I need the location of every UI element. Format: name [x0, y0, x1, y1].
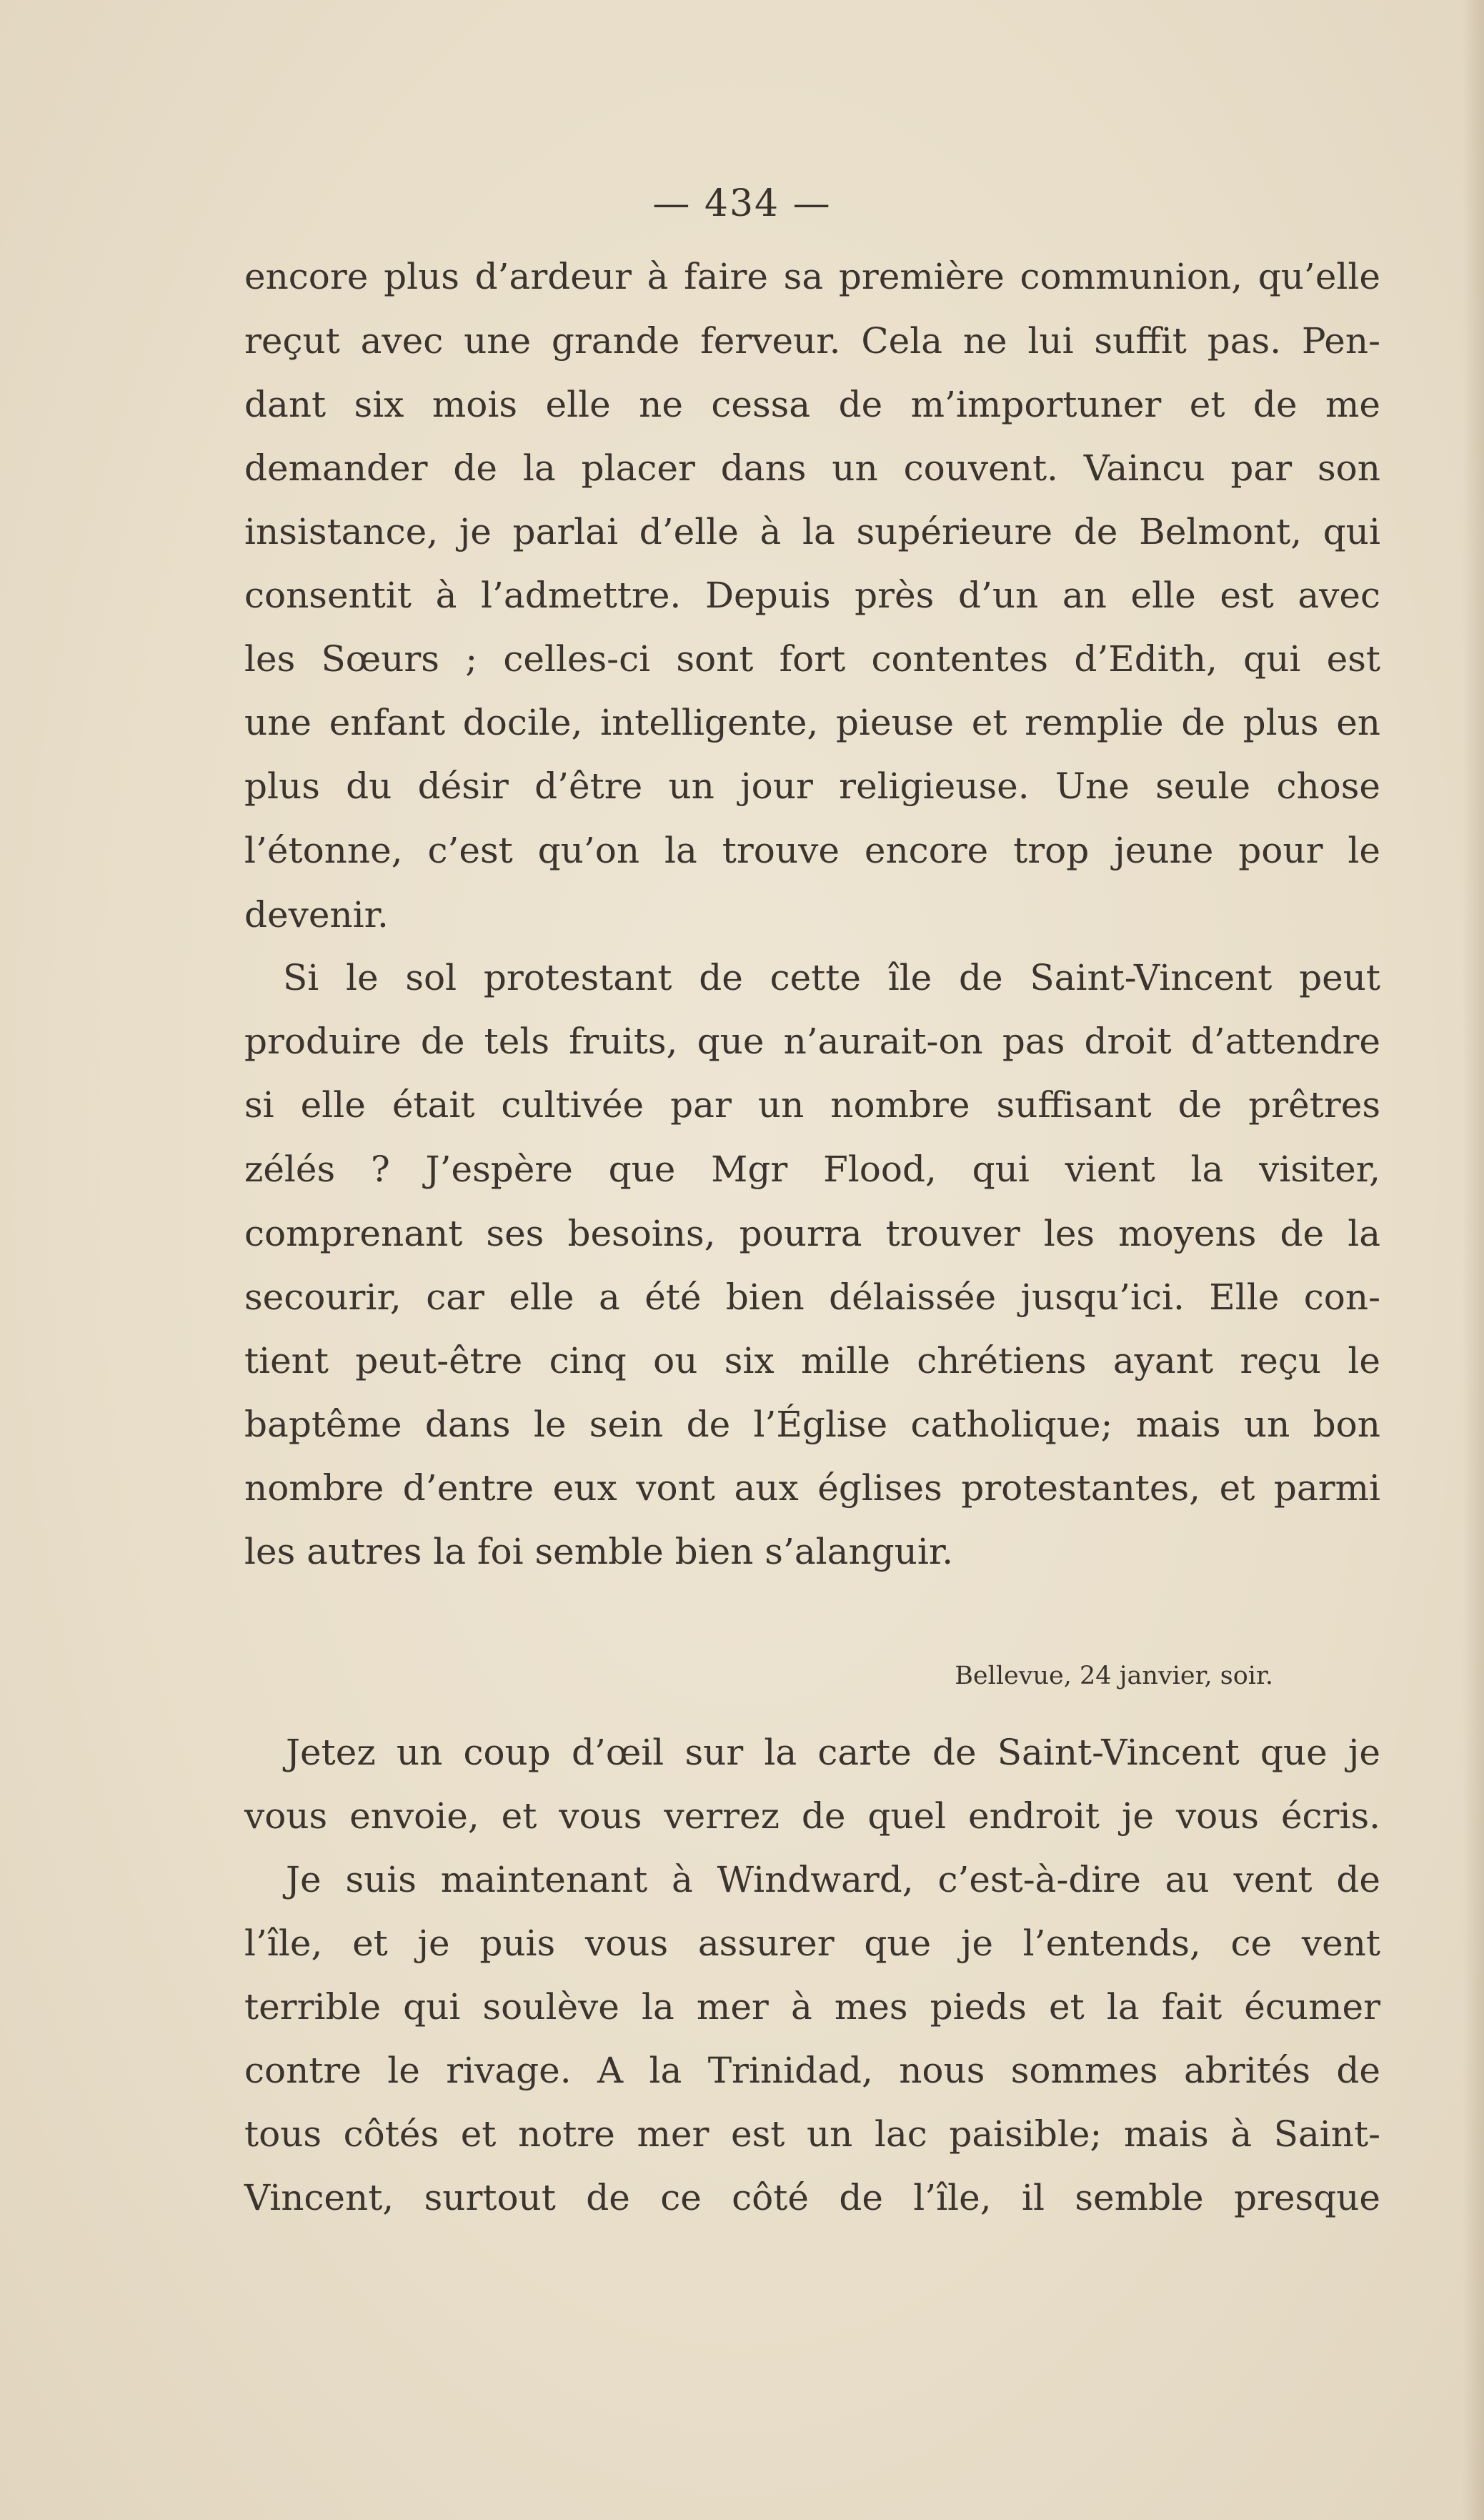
text-line: tient peut-être cinq ou six mille chrétiens ayant reçu le	[244, 1340, 1380, 1381]
dateline: Bellevue, 24 janvier, soir.	[955, 1662, 1273, 1690]
text-line: Je suis maintenant à Windward, c’est-à-dire au vent de	[286, 1859, 1380, 1900]
text-line: les Sœurs ; celles-ci sont fort contentes d’Edith, qui est	[244, 638, 1380, 680]
text-line: vous envoie, et vous verrez de quel endroit je vous écris.	[244, 1795, 1380, 1837]
text-line: nombre d’entre eux vont aux églises protestantes, et parmi	[244, 1467, 1380, 1509]
text-line: demander de la placer dans un couvent. Vaincu par son	[244, 447, 1380, 489]
text-line: une enfant docile, intelligente, pieuse et remplie de plus en	[244, 702, 1380, 743]
text-line: plus du désir d’être un jour religieuse. Une seule chose	[244, 765, 1380, 807]
text-line: les autres la foi semble bien s’alanguir.	[244, 1531, 954, 1572]
text-line: consentit à l’admettre. Depuis près d’un an elle est avec	[244, 575, 1380, 616]
text-line: produire de tels fruits, que n’aurait-on pas droit d’attendre	[244, 1021, 1380, 1062]
text-line: Jetez un coup d’œil sur la carte de Saint-Vincent que je	[286, 1732, 1380, 1773]
text-line: l’île, et je puis vous assurer que je l’entends, ce vent	[244, 1923, 1380, 1964]
text-line: si elle était cultivée par un nombre suffisant de prêtres	[244, 1084, 1380, 1126]
text-line: comprenant ses besoins, pourra trouver les moyens de la	[244, 1213, 1380, 1254]
text-line: devenir.	[244, 894, 389, 936]
page-number: — 434 —	[652, 182, 832, 225]
text-line: secourir, car elle a été bien délaissée jusqu’ici. Elle con-	[244, 1276, 1380, 1318]
page-edge-shadow	[1463, 0, 1484, 2520]
text-line: baptême dans le sein de l’Église catholique; mais un bon	[244, 1404, 1380, 1445]
text-line: tous côtés et notre mer est un lac paisible; mais à Saint-	[244, 2113, 1380, 2155]
text-line: reçut avec une grande ferveur. Cela ne lui suffit pas. Pen-	[244, 320, 1380, 362]
text-line: insistance, je parlai d’elle à la supérieure de Belmont, qui	[244, 511, 1380, 552]
text-line: contre le rivage. A la Trinidad, nous sommes abrités de	[244, 2050, 1380, 2091]
text-line: dant six mois elle ne cessa de m’importuner et de me	[244, 384, 1380, 425]
text-line: encore plus d’ardeur à faire sa première communion, qu’elle	[244, 256, 1380, 297]
text-line: Vincent, surtout de ce côté de l’île, il semble presque	[244, 2177, 1380, 2218]
text-line: l’étonne, c’est qu’on la trouve encore trop jeune pour le	[244, 830, 1380, 871]
text-line: zélés ? J’espère que Mgr Flood, qui vient la visiter,	[244, 1149, 1380, 1190]
text-line: Si le sol protestant de cette île de Saint-Vincent peut	[283, 957, 1380, 998]
text-line: terrible qui soulève la mer à mes pieds et la fait écumer	[244, 1986, 1380, 2028]
